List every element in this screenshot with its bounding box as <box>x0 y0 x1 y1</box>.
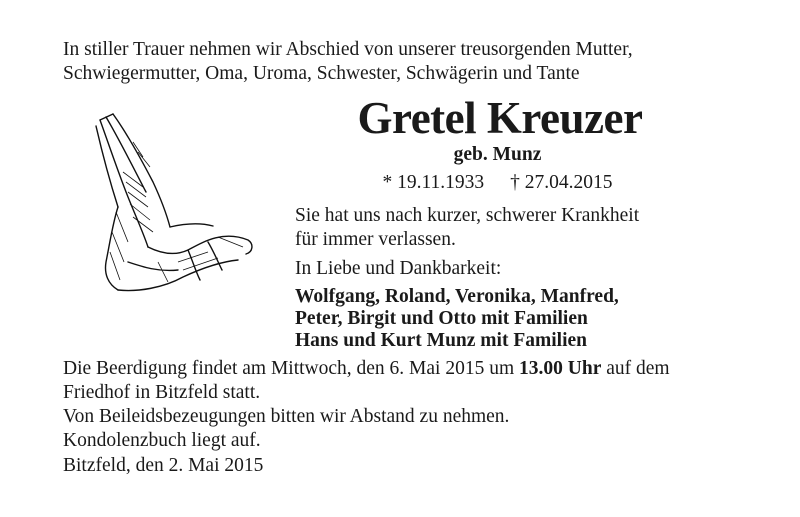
birth-date: * 19.11.1933 <box>382 172 485 193</box>
funeral-time: 13.00 Uhr <box>519 358 602 379</box>
funeral-line-1 <box>63 357 670 381</box>
message-line-2: für immer verlassen. <box>295 229 456 250</box>
funeral-text-end: auf dem <box>601 358 670 379</box>
life-dates <box>300 171 695 195</box>
funeral-line-2: Friedhof in Bitzfeld statt. <box>63 382 261 403</box>
funeral-text: Die Beerdigung findet am Mittwoch, den 6. Mai 2015 um <box>63 358 520 379</box>
place-date: Bitzfeld, den 2. Mai 2015 <box>63 455 264 476</box>
death-date: † 27.04.2015 <box>510 172 613 193</box>
mourners-line-3: Hans und Kurt Munz mit Familien <box>295 330 587 351</box>
intro-line-2: Schwiegermutter, Oma, Uroma, Schwester, Schwägerin und Tante <box>63 63 580 84</box>
condolence-line: Von Beileidsbezeugungen bitten wir Abstand zu nehmen. <box>63 406 510 427</box>
praying-hands-icon <box>88 112 258 294</box>
maiden-name: geb. Munz <box>453 144 542 165</box>
mourners-line-2: Peter, Birgit und Otto mit Familien <box>295 308 588 329</box>
intro-line-1: In stiller Trauer nehmen wir Abschied von unserer treusorgenden Mutter, <box>63 39 633 60</box>
gratitude-line: In Liebe und Dankbarkeit: <box>295 258 502 279</box>
condolence-book-line: Kondolenzbuch liegt auf. <box>63 430 261 451</box>
message-line-1: Sie hat uns nach kurzer, schwerer Krankheit <box>295 205 640 226</box>
deceased-name: Gretel Kreuzer <box>357 93 643 143</box>
mourners-line-1: Wolfgang, Roland, Veronika, Manfred, <box>295 286 619 307</box>
